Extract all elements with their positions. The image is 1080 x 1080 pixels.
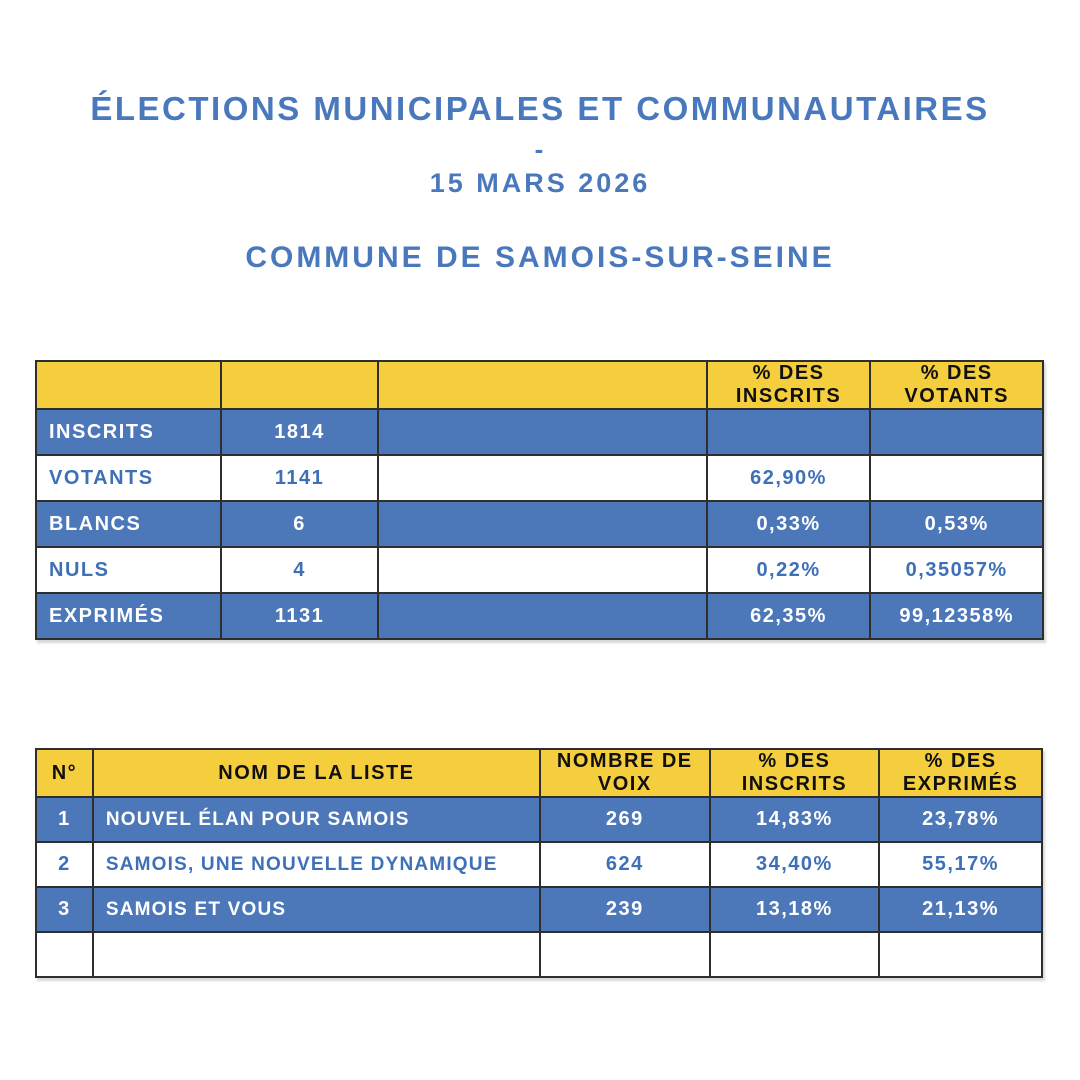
cell-pct-inscrits: 62,35% [707,593,871,639]
cell-pct-exprimes: 21,13% [879,887,1042,932]
cell-pct-votants: 99,12358% [870,593,1043,639]
results-table [35,748,1043,978]
cell-pct-votants [870,409,1043,455]
cell-count: 6 [221,501,379,547]
page-title: ÉLECTIONS MUNICIPALES ET COMMUNAUTAIRES [90,90,990,127]
cell-pct-exprimes: 23,78% [879,797,1042,842]
table-row-votants [36,455,1043,501]
row-label: EXPRIMÉS [36,593,221,639]
cell-list-num: 2 [36,842,93,887]
cell-pct-inscrits: 62,90% [707,455,871,501]
cell-count: 1131 [221,593,379,639]
participation-header-row [36,361,1043,409]
cell-list-name: SAMOIS ET VOUS [93,887,540,932]
title-separator: - [534,134,546,164]
cell-pct-inscrits: 34,40% [710,842,880,887]
table-row-nuls [36,547,1043,593]
cell-count: 1814 [221,409,379,455]
row-label: BLANCS [36,501,221,547]
results-header-row [36,749,1042,797]
cell-pct-inscrits [710,932,880,977]
commune-title: COMMUNE DE SAMOIS-SUR-SEINE [245,241,835,274]
cell-empty [378,593,706,639]
cell-empty [378,547,706,593]
cell-count: 1141 [221,455,379,501]
row-label: NULS [36,547,221,593]
table-row-exprimes [36,593,1043,639]
cell-empty [378,501,706,547]
table-row-inscrits [36,409,1043,455]
header-cell-pct-inscrits: % DES INSCRITS [710,749,880,797]
cell-empty [378,455,706,501]
cell-pct-votants [870,455,1043,501]
row-label: INSCRITS [36,409,221,455]
cell-count: 4 [221,547,379,593]
row-label: VOTANTS [36,455,221,501]
cell-pct-exprimes [879,932,1042,977]
list-row-3 [36,887,1042,932]
cell-list-num [36,932,93,977]
list-row-1 [36,797,1042,842]
cell-list-num: 3 [36,887,93,932]
cell-empty [378,409,706,455]
header-cell-pct-votants: % DES VOTANTS [870,361,1043,409]
title-block [0,90,1080,275]
cell-pct-exprimes: 55,17% [879,842,1042,887]
cell-pct-votants: 0,35057% [870,547,1043,593]
header-cell-empty [378,361,706,409]
election-date: 15 MARS 2026 [429,168,651,198]
cell-pct-inscrits [707,409,871,455]
cell-list-name: NOUVEL ÉLAN POUR SAMOIS [93,797,540,842]
list-row-2 [36,842,1042,887]
cell-pct-inscrits: 14,83% [710,797,880,842]
header-cell-list-name: NOM DE LA LISTE [93,749,540,797]
cell-pct-inscrits: 0,22% [707,547,871,593]
cell-pct-inscrits: 0,33% [707,501,871,547]
list-row-empty [36,932,1042,977]
cell-pct-inscrits: 13,18% [710,887,880,932]
cell-list-name [93,932,540,977]
participation-table [35,360,1044,640]
table-row-blancs [36,501,1043,547]
cell-list-name: SAMOIS, UNE NOUVELLE DYNAMIQUE [93,842,540,887]
cell-list-num: 1 [36,797,93,842]
header-cell-empty [36,361,221,409]
header-cell-empty [221,361,379,409]
header-cell-pct-exprimes: % DES EXPRIMÉS [879,749,1042,797]
cell-votes: 239 [540,887,710,932]
cell-votes: 624 [540,842,710,887]
cell-votes: 269 [540,797,710,842]
header-cell-votes: NOMBRE DE VOIX [540,749,710,797]
header-cell-num: N° [36,749,93,797]
cell-votes [540,932,710,977]
header-cell-pct-inscrits: % DES INSCRITS [707,361,871,409]
cell-pct-votants: 0,53% [870,501,1043,547]
